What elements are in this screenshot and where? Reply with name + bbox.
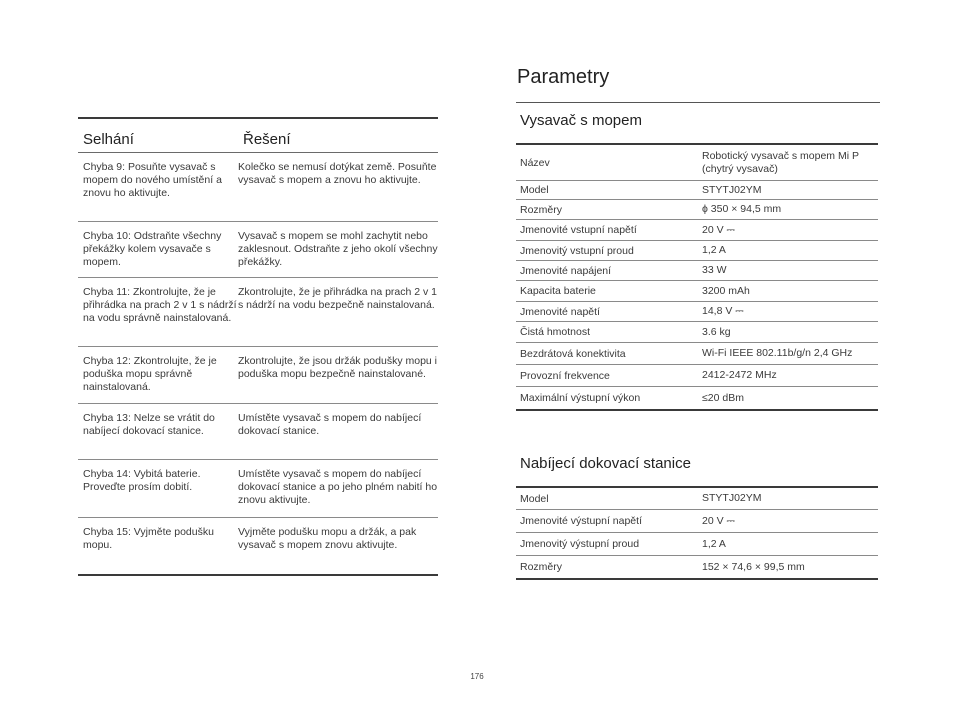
spec-key: Jmenovitý výstupní proud — [520, 538, 640, 550]
spec-key: Čistá hmotnost — [520, 326, 591, 338]
spec-value: Robotický vysavač s mopem Mi P (chytrý vysavač) — [702, 149, 859, 175]
spec-key: Model — [520, 184, 549, 196]
troubleshooting-header — [78, 119, 438, 153]
spec-value: 33 W — [702, 264, 727, 276]
spec-value: Wi-Fi IEEE 802.11b/g/n 2,4 GHz — [702, 347, 853, 359]
solution-cell: Zkontrolujte, že je přihrádka na prach 2 v 1 s nádrží na vodu bezpečně nainstalovaná. — [238, 286, 438, 311]
spec-value: STYTJ02YM — [702, 492, 762, 504]
spec-value: ϕ 350 × 94,5 mm — [702, 203, 782, 215]
table-row — [78, 404, 438, 460]
table-row — [78, 460, 438, 518]
table-row — [78, 518, 438, 576]
table-row — [78, 222, 438, 278]
page-number: 176 — [470, 672, 484, 681]
dock-section-title: Nabíjecí dokovací stanice — [520, 455, 691, 472]
spec-value: 2412-2472 MHz — [702, 369, 777, 381]
spec-key: Jmenovité napájení — [520, 264, 612, 277]
spec-row — [516, 510, 878, 533]
spec-key: Jmenovité výstupní napětí — [520, 515, 642, 527]
troubleshooting-table — [78, 117, 438, 576]
solution-cell: Umístěte vysavač s mopem do nabíjecí dokovací stanice. — [238, 412, 422, 437]
spec-key: Jmenovitý vstupní proud — [520, 244, 634, 257]
fault-cell: Chyba 15: Vyjměte podušku mopu. — [83, 526, 214, 551]
header-fault: Selhání — [83, 131, 134, 148]
dock-spec-table — [516, 486, 878, 580]
spec-row — [516, 556, 878, 578]
spec-row — [516, 343, 878, 365]
spec-value: 14,8 V ⎓ — [702, 305, 744, 317]
spec-key: Model — [520, 492, 549, 505]
fault-cell: Chyba 9: Posuňte vysavač s mopem do nového umístění a znovu ho aktivujte. — [83, 161, 222, 199]
spec-key: Kapacita baterie — [520, 285, 596, 297]
spec-row — [516, 181, 878, 200]
spec-value: 20 V ⎓ — [702, 223, 735, 236]
fault-cell: Chyba 10: Odstraňte všechny překážky kolem vysavače s mopem. — [83, 230, 222, 268]
table-row — [78, 347, 438, 404]
spec-key: Rozměry — [520, 561, 563, 573]
spec-key: Jmenovité vstupní napětí — [520, 224, 637, 236]
spec-row — [516, 322, 878, 343]
spec-key: Název — [520, 156, 550, 169]
spec-key: Bezdrátová konektivita — [520, 347, 626, 360]
spec-row — [516, 200, 878, 220]
fault-cell: Chyba 13: Nelze se vrátit do nabíjecí dokovací stanice. — [83, 412, 215, 437]
solution-cell: Vyjměte podušku mopu a držák, a pak vysavač s mopem znovu aktivujte. — [238, 526, 417, 551]
spec-row — [516, 387, 878, 409]
solution-cell: Vysavač s mopem se mohl zachytit nebo zaklesnout. Odstraňte z jeho okolí všechny překážky. — [238, 230, 438, 268]
fault-cell: Chyba 11: Zkontrolujte, že je přihrádka na prach 2 v 1 s nádrží na vodu správně nainstalovaná. — [83, 286, 237, 324]
header-solution: Řešení — [243, 131, 291, 148]
table-row — [78, 278, 438, 347]
spec-row — [516, 145, 878, 181]
spec-row — [516, 533, 878, 556]
spec-value: 152 × 74,6 × 99,5 mm — [702, 560, 805, 573]
solution-cell: Umístěte vysavač s mopem do nabíjecí dokovací stanice a po jeho plném nabití ho znovu aktivujte. — [238, 468, 438, 506]
spec-value: 20 V ⎓ — [702, 514, 735, 527]
spec-key: Rozměry — [520, 203, 563, 216]
table-row — [78, 153, 438, 222]
solution-cell: Kolečko se nemusí dotýkat země. Posuňte vysavač s mopem a znovu ho aktivujte. — [238, 161, 437, 186]
title-divider — [516, 102, 880, 103]
spec-key: Provozní frekvence — [520, 369, 610, 382]
spec-value: 1,2 A — [702, 537, 726, 550]
spec-row — [516, 241, 878, 261]
vacuum-spec-table — [516, 143, 878, 411]
spec-row — [516, 281, 878, 302]
spec-row — [516, 488, 878, 510]
spec-row — [516, 365, 878, 387]
spec-row — [516, 220, 878, 241]
vacuum-section-title: Vysavač s mopem — [520, 112, 642, 129]
page-title: Parametry — [517, 66, 610, 88]
spec-value: 3200 mAh — [702, 284, 750, 297]
fault-cell: Chyba 12: Zkontrolujte, že je poduška mopu správně nainstalovaná. — [83, 355, 217, 393]
spec-value: STYTJ02YM — [702, 183, 762, 196]
spec-row — [516, 302, 878, 322]
fault-cell: Chyba 14: Vybitá baterie. Proveďte prosím dobití. — [83, 468, 201, 493]
spec-value: 3.6 kg — [702, 325, 731, 338]
solution-cell: Zkontrolujte, že jsou držák podušky mopu i poduška mopu bezpečně nainstalované. — [238, 355, 438, 380]
spec-row — [516, 261, 878, 281]
spec-value: ≤20 dBm — [702, 391, 744, 404]
spec-value: 1,2 A — [702, 244, 726, 256]
spec-key: Maximální výstupní výkon — [520, 392, 641, 404]
spec-key: Jmenovité napětí — [520, 305, 600, 318]
